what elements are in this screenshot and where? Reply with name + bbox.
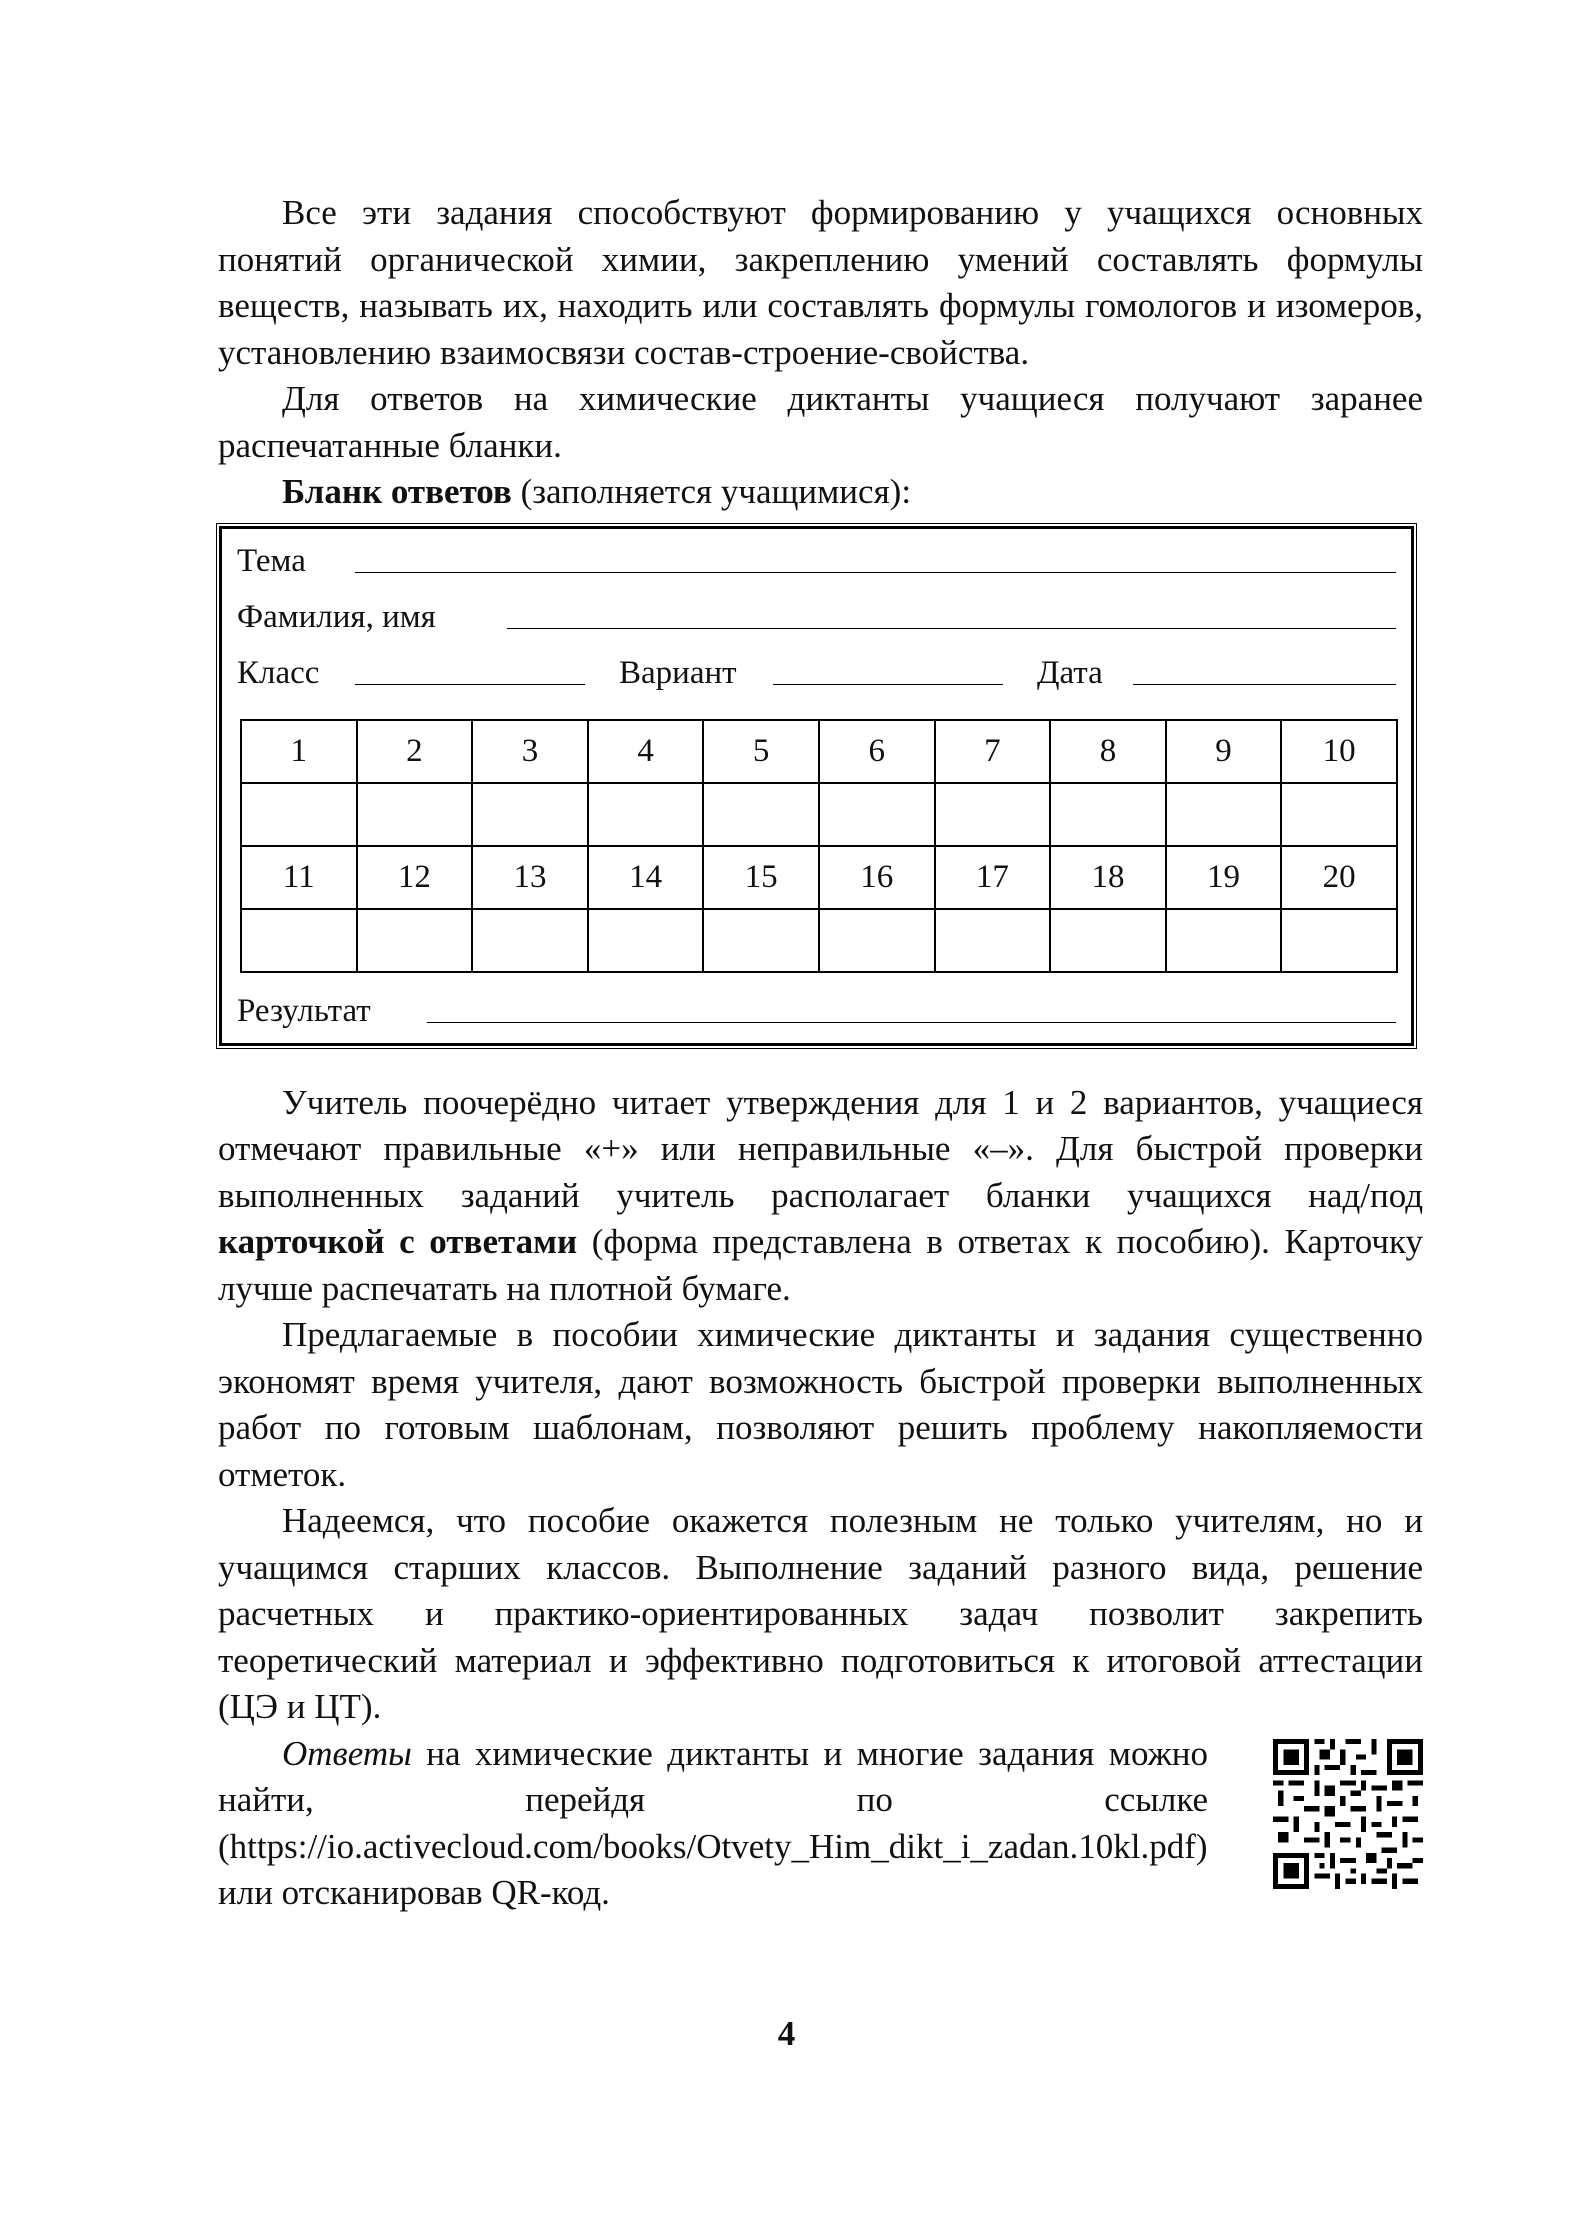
- grid-numbers-row-2: [241, 846, 1397, 909]
- grid-number-cell: 11: [241, 846, 357, 909]
- form-caption-rest: (заполняется учащимися):: [511, 472, 912, 511]
- grid-answer-cell: [703, 909, 819, 972]
- grid-answer-cell: [357, 783, 473, 846]
- grid-answer-cell: [357, 909, 473, 972]
- grid-number-cell: 1: [241, 720, 357, 783]
- grid-numbers-row-1: [241, 720, 1397, 783]
- grid-number-cell: 7: [935, 720, 1051, 783]
- grid-number-cell: 18: [1050, 846, 1166, 909]
- grid-number-cell: 6: [819, 720, 935, 783]
- grid-answer-cell: [1281, 783, 1397, 846]
- answer-form: [219, 526, 1414, 1046]
- result-row: [237, 991, 1396, 1031]
- grid-number-cell: 8: [1050, 720, 1166, 783]
- grid-answer-cell: [588, 909, 704, 972]
- paragraph-intro: Все эти задания способствуют формированию у учащихся основных понятий органической химии, закреплению умений составлять формулы веществ, называть их, находить или составлять формулы гомологов и изомеров, установлению взаимосвязи состав-строение-свойства.: [218, 193, 1423, 372]
- date-line: [1133, 683, 1396, 685]
- grid-number-cell: 12: [357, 846, 473, 909]
- result-line: [427, 1021, 1396, 1023]
- answers-rest: на химические диктанты и многие задания можно найти, перейдя по ссылке (https://io.activecloud.com/books/Otvety_Him_dikt_i_zadan.10kl.pdf) или отсканировав QR-код.: [218, 1733, 1208, 1912]
- form-caption: [218, 469, 1423, 516]
- grid-answer-cell: [1050, 783, 1166, 846]
- paragraph-answers-link: [218, 1731, 1208, 1917]
- grid-number-cell: 20: [1281, 846, 1397, 909]
- paragraph-forms: Для ответов на химические диктанты учащиеся получают заранее распечатанные бланки.: [218, 379, 1423, 465]
- grid-number-cell: 17: [935, 846, 1051, 909]
- paragraph-hope: Надеемся, что пособие окажется полезным не только учителям, но и учащимся старших классов. Выполнение заданий разного вида, решение расчетных и практико-ориентированных задач позволит закрепить теоретический материал и эффективно подготовиться к итоговой аттестации (ЦЭ и ЦТ).: [218, 1501, 1423, 1726]
- grid-answer-cell: [703, 783, 819, 846]
- topic-row: [237, 541, 1396, 581]
- answer-grid: [240, 719, 1398, 973]
- page-number: 4: [777, 2014, 796, 2053]
- name-label: Фамилия, имя: [237, 598, 436, 635]
- class-line: [355, 683, 585, 685]
- grid-number-cell: 4: [588, 720, 704, 783]
- grid-number-cell: 15: [703, 846, 819, 909]
- grid-answer-cell: [241, 783, 357, 846]
- variant-label: Вариант: [619, 654, 737, 691]
- grid-number-cell: 5: [703, 720, 819, 783]
- grid-answer-cell: [819, 783, 935, 846]
- grid-answer-cell: [241, 909, 357, 972]
- grid-number-cell: 2: [357, 720, 473, 783]
- grid-answer-cell: [1166, 783, 1282, 846]
- form-caption-bold: Бланк ответов: [282, 472, 512, 511]
- variant-line: [773, 683, 1003, 685]
- topic-line: [355, 571, 1396, 573]
- grid-answer-cell: [472, 783, 588, 846]
- name-row: [237, 597, 1396, 637]
- grid-answer-cell: [819, 909, 935, 972]
- grid-number-cell: 16: [819, 846, 935, 909]
- grid-answer-cell: [935, 909, 1051, 972]
- result-label: Результат: [237, 992, 371, 1029]
- grid-answers-row-2: [241, 909, 1397, 972]
- answers-italic: Ответы: [282, 1733, 412, 1773]
- name-line: [507, 627, 1396, 629]
- topic-label: Тема: [237, 542, 306, 579]
- grid-number-cell: 3: [472, 720, 588, 783]
- grid-number-cell: 14: [588, 846, 704, 909]
- grid-number-cell: 10: [1281, 720, 1397, 783]
- grid-number-cell: 19: [1166, 846, 1282, 909]
- para3-part2: (форма представлена в ответах к пособию). Карточку лучше распечатать на плотной бумаге.: [218, 1222, 1423, 1308]
- grid-answer-cell: [588, 783, 704, 846]
- para3-part1: Учитель поочерёдно читает утверждения для 1 и 2 вариантов, учащиеся отмечают правильные «+» или неправильные «–». Для быстрой проверки выполненных заданий учитель располагает бланки учащихся над/под: [218, 1082, 1423, 1215]
- grid-answer-cell: [1166, 909, 1282, 972]
- grid-answer-cell: [1050, 909, 1166, 972]
- grid-number-cell: 13: [472, 846, 588, 909]
- para3-bold: карточкой с ответами: [218, 1222, 578, 1261]
- grid-answer-cell: [935, 783, 1051, 846]
- date-label: Дата: [1037, 654, 1103, 691]
- paragraph-teacher-reads: [218, 1080, 1423, 1313]
- page-content: [218, 190, 1423, 1917]
- class-label: Класс: [237, 654, 320, 691]
- grid-answer-cell: [472, 909, 588, 972]
- paragraph-benefits: Предлагаемые в пособии химические диктанты и задания существенно экономят время учителя, дают возможность быстрой проверки выполненных работ по готовым шаблонам, позволяют решить проблему накопляемости отметок.: [218, 1315, 1423, 1494]
- grid-answer-cell: [1281, 909, 1397, 972]
- class-variant-date-row: [237, 653, 1396, 693]
- answers-block: [218, 1731, 1423, 1917]
- grid-number-cell: 9: [1166, 720, 1282, 783]
- qr-code-icon[interactable]: [1273, 1739, 1423, 1889]
- grid-answers-row-1: [241, 783, 1397, 846]
